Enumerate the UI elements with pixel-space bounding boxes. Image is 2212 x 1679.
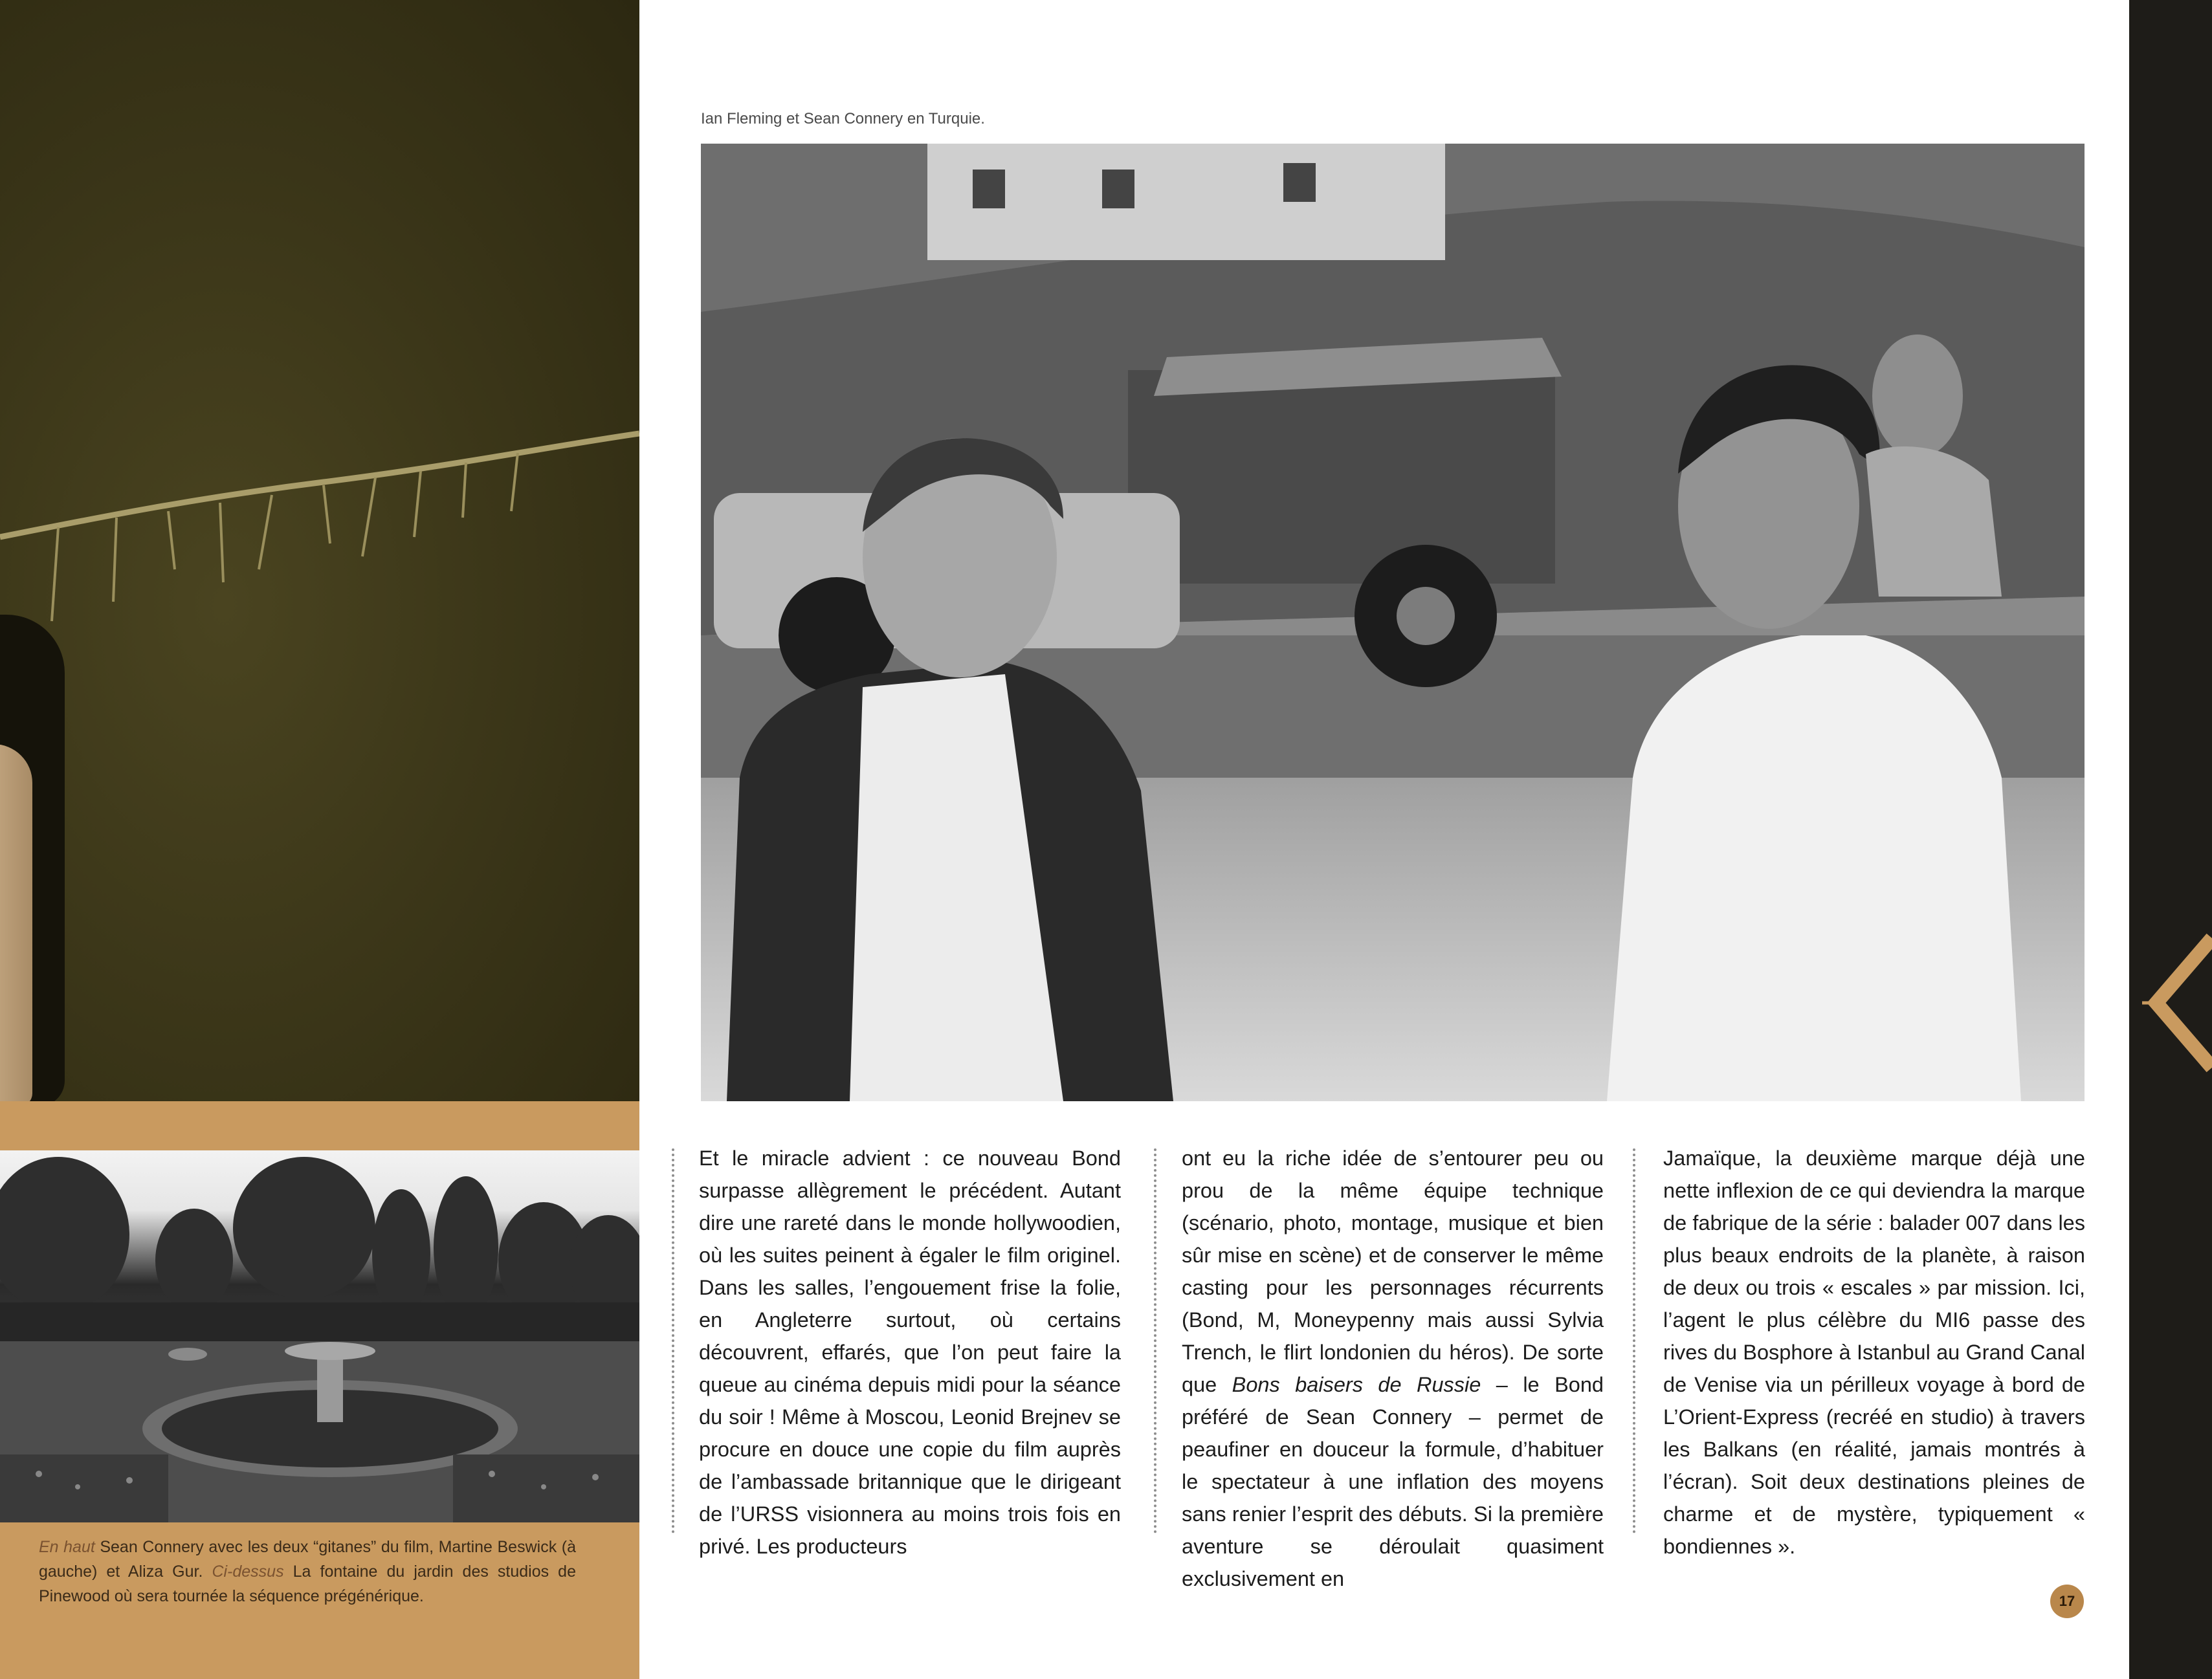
caption-text-bottom: La fontaine du jardin des studios de Pinewood où sera tournée la séquence prégénérique. xyxy=(39,1563,576,1605)
article-column-3: Jamaïque, la deuxième marque déjà une nette inflexion de ce qui deviendra la marque de fabrique de la série : balader 007 dans les plus beaux endroits de la planète, à raison de deux ou trois « escales » par mission. Ici, l’agent le plus célèbre du MI6 passe des rives du Bosphore à Istanbul au Grand Canal de Venise via un périlleux voyage à bord de L’Orient-Express (recréé en studio) à travers les Balkans (en réalité, jamais montrés à l’écran). Soit deux destinations pleines de charme et de mystère, typiquement « bondiennes ». xyxy=(1663,1147,2085,1558)
left-caption xyxy=(39,1535,576,1608)
main-photo xyxy=(701,144,2085,1101)
column-divider-2 xyxy=(1154,1148,1156,1533)
chevron-left-icon[interactable] xyxy=(2142,932,2212,1074)
article-column-2-part-b: – le Bond préféré de Sean Connery – permet de peaufiner en douceur la formule, d’habituer le spectateur à une inflation des moyens sans renier l’esprit des débuts. Si la première aventure se déroulait quasiment exclusivement en xyxy=(1182,1373,1604,1590)
caption-label-bottom: Ci-dessus xyxy=(212,1563,284,1581)
article-column-1: Et le miracle advient : ce nouveau Bond surpasse allègrement le précédent. Autant dire une rareté dans le monde hollywoodien, où les suites peinent à égaler le film originel. Dans les salles, l’engouement frise la folie, en Angleterre surtout, où certains découvrent, effarés, que l’on peut faire la queue au cinéma depuis midi pour la séance du soir ! Même à Moscou, Leonid Brejnev se procure en douce une copie du film auprès de l’ambassade britannique que le dirigeant de l’URSS visionnera au moins trois fois en privé. Les producteurs xyxy=(699,1147,1121,1558)
fleming-connery-illustration xyxy=(701,144,2085,1101)
column-divider-3 xyxy=(1633,1148,1635,1533)
rope-graphic xyxy=(0,0,639,1101)
caption-label-top: En haut xyxy=(39,1538,95,1556)
arm-shape xyxy=(0,744,32,1101)
garden-illustration xyxy=(0,1150,639,1522)
right-dark-strip xyxy=(2129,0,2212,1679)
caption-text-top: Sean Connery avec les deux “gitanes” du film, Martine Beswick (à gauche) et Aliza Gur. xyxy=(39,1538,576,1581)
garden-photo xyxy=(0,1150,639,1522)
left-photo xyxy=(0,0,639,1101)
film-title: Bons baisers de Russie xyxy=(1232,1373,1481,1396)
article-column-2-part-a: ont eu la riche idée de s’entourer peu ou prou de la même équipe technique (scénario, photo, montage, musique et bien sûr mise en scène) et de conserver le même casting pour les personnages récurrents (Bond, M, Moneypenny mais aussi Sylvia Trench, le flirt londonien du héros). De sorte que xyxy=(1182,1147,1604,1396)
article-column-2 xyxy=(1182,1142,1604,1595)
photo-caption: Ian Fleming et Sean Connery en Turquie. xyxy=(701,110,985,127)
page-number-badge: 17 xyxy=(2050,1585,2084,1618)
column-divider-1 xyxy=(672,1148,674,1533)
